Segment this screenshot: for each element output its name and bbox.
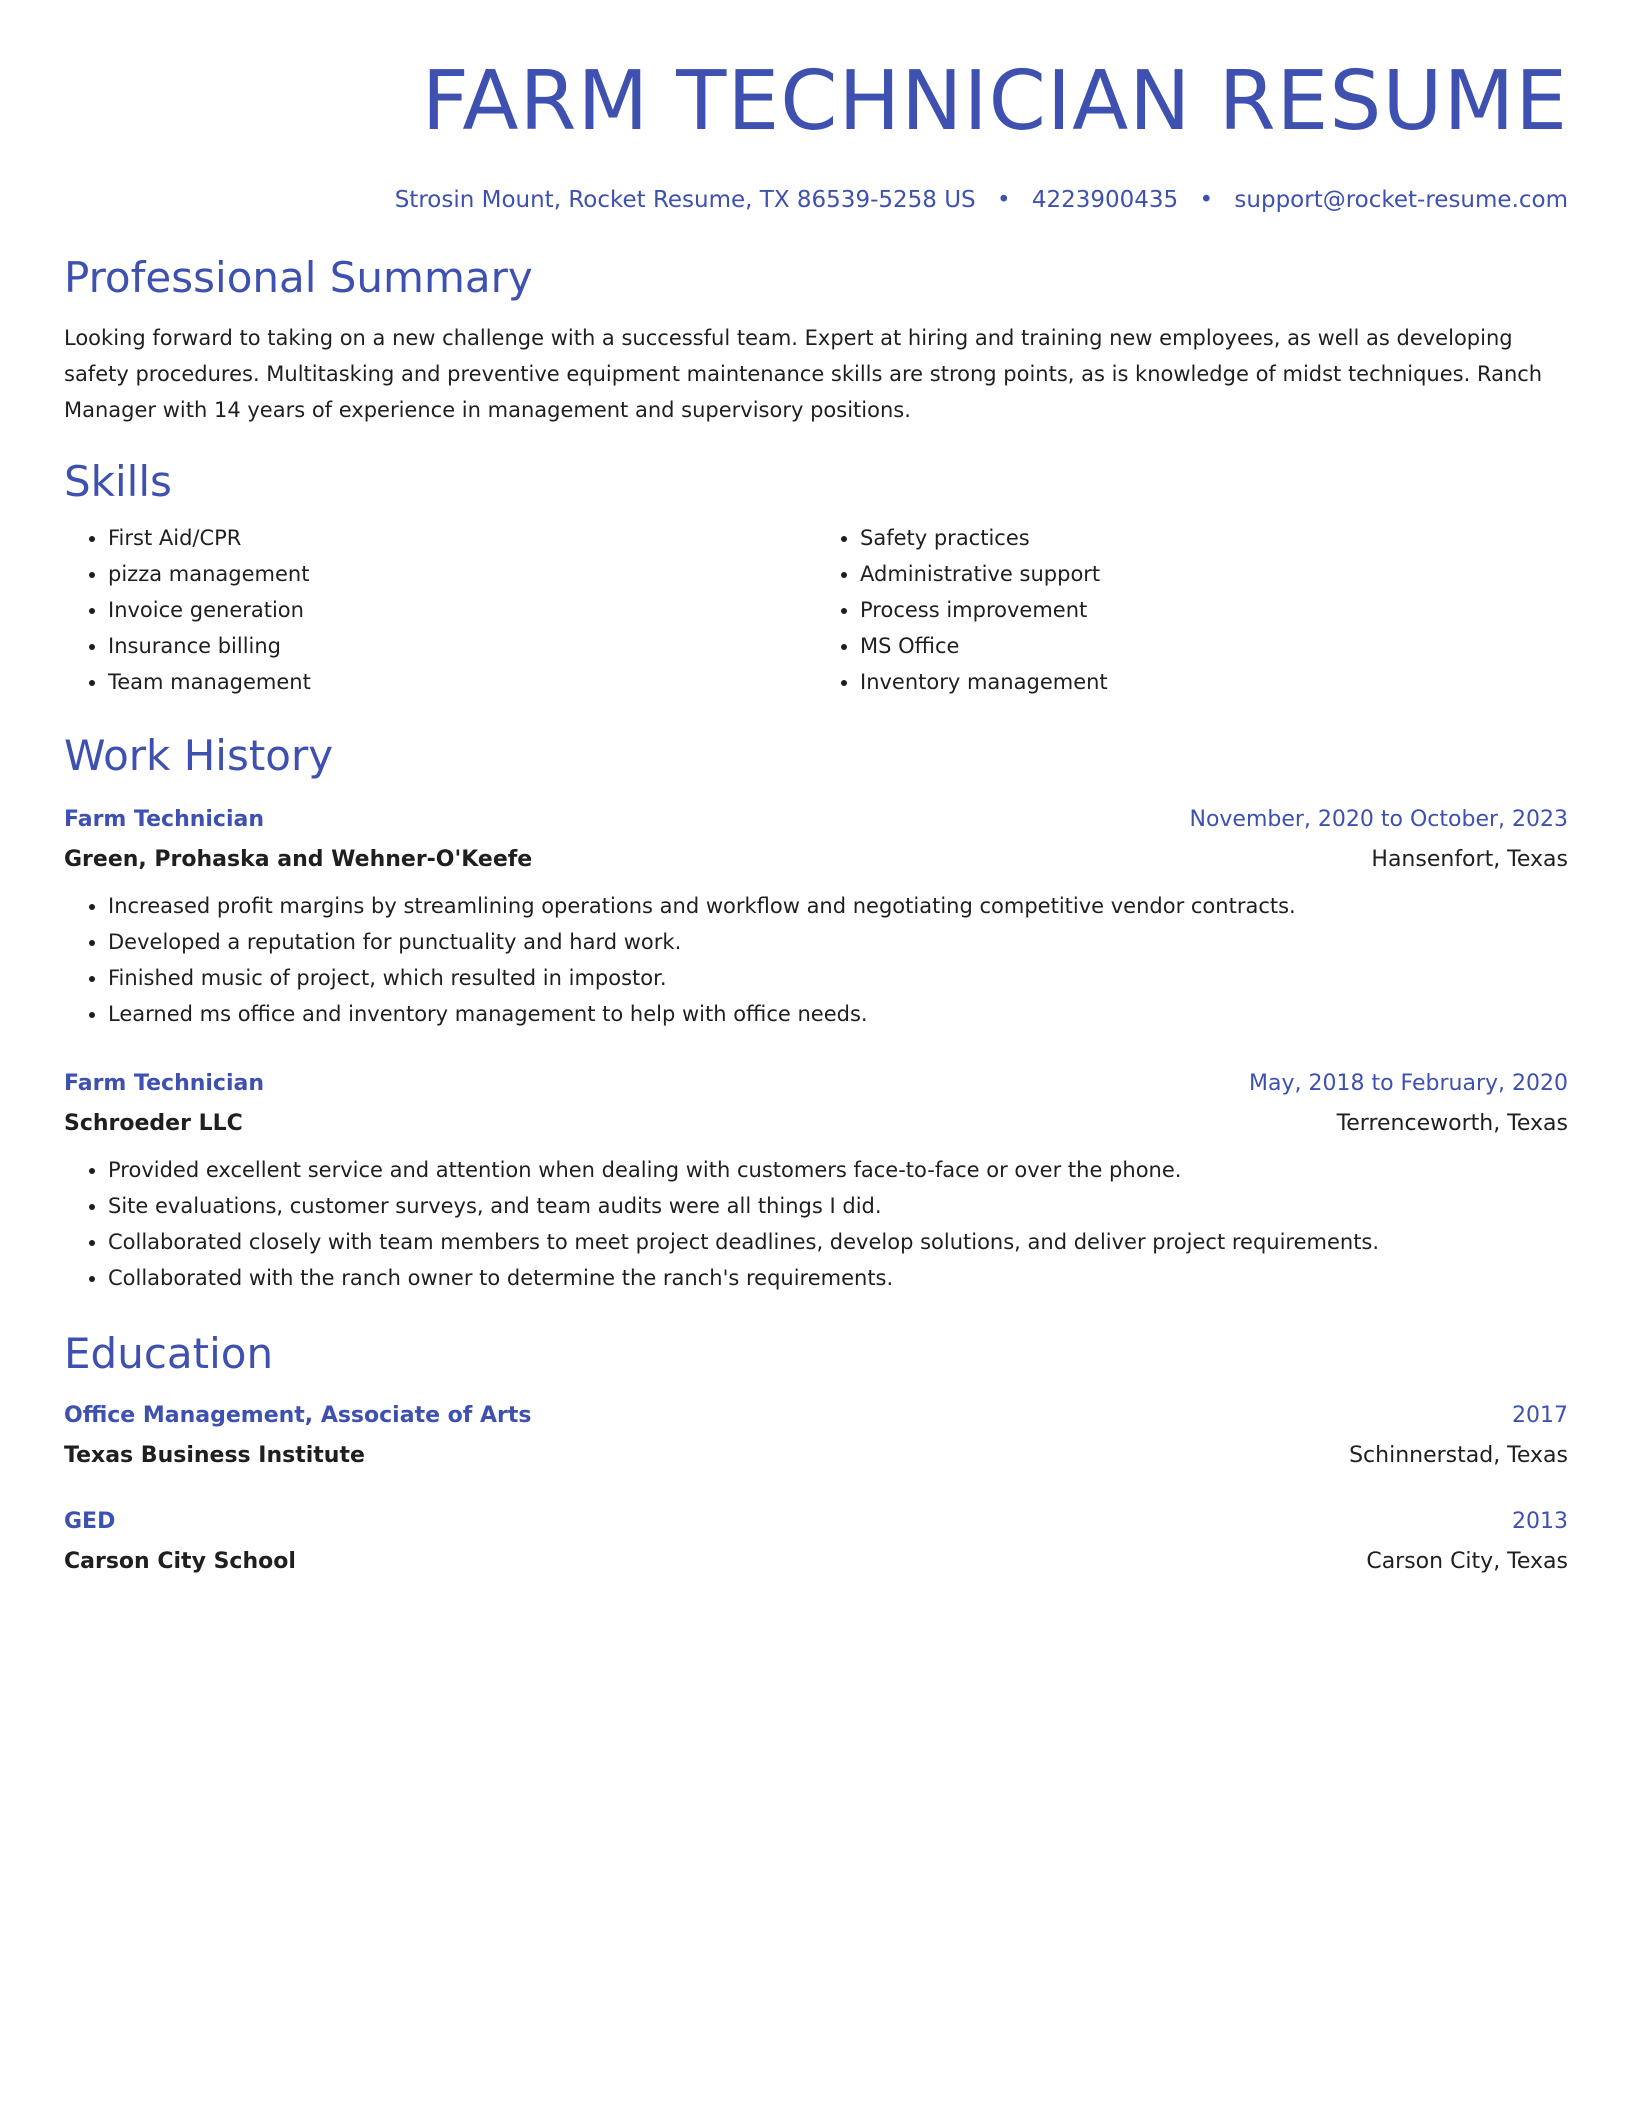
job-company: Schroeder LLC xyxy=(64,1111,243,1136)
contact-line xyxy=(64,184,1568,216)
job-bullet: • Site evaluations, customer surveys, and team audits were all things I did. xyxy=(108,1188,1568,1224)
education-location: Carson City, Texas xyxy=(1366,1549,1568,1574)
skill-item: • Insurance billing xyxy=(108,628,816,664)
job-location: Hansenfort, Texas xyxy=(1371,847,1568,872)
job-dates: November, 2020 to October, 2023 xyxy=(1189,807,1568,832)
contact-phone: 4223900435 xyxy=(1031,187,1179,213)
skill-item: • Invoice generation xyxy=(108,592,816,628)
skill-item: • Process improvement xyxy=(860,592,1568,628)
summary-text: Looking forward to taking on a new challenge with a successful team. Expert at hiring and training new employees, as well as developing safety procedures. Multitasking and preventive equipment maintenance skills are strong points, as is knowledge of midst techniques. Ranch Manager with 14 years of experience in management and supervisory positions. xyxy=(64,326,1543,422)
contact-address: Strosin Mount, Rocket Resume, TX 86539-5258 US xyxy=(394,187,976,213)
job-bullet: • Provided excellent service and attention when dealing with customers face-to-face or over the phone. xyxy=(108,1152,1568,1188)
resume-header xyxy=(64,0,1568,216)
skills-column-left xyxy=(64,520,816,700)
job-entry xyxy=(64,1068,1568,1296)
job-company-row xyxy=(64,1100,1568,1140)
resume-title: FARM TECHNICIAN RESUME xyxy=(421,54,1568,149)
contact-separator: • xyxy=(996,187,1011,213)
job-bullets xyxy=(64,1152,1568,1296)
job-location: Terrenceworth, Texas xyxy=(1336,1111,1568,1136)
education-entry xyxy=(64,1400,1568,1472)
education-year: 2013 xyxy=(1512,1509,1568,1534)
education-entry xyxy=(64,1506,1568,1578)
job-dates: May, 2018 to February, 2020 xyxy=(1249,1071,1568,1096)
education-degree: GED xyxy=(64,1509,116,1534)
job-header-row xyxy=(64,1068,1568,1100)
job-bullet: • Finished music of project, which resulted in impostor. xyxy=(108,960,1568,996)
job-bullet: • Increased profit margins by streamlining operations and workflow and negotiating competitive vendor contracts. xyxy=(108,888,1568,924)
contact-separator: • xyxy=(1199,187,1214,213)
education-header-row xyxy=(64,1506,1568,1538)
skills-grid xyxy=(64,520,1568,700)
job-entry xyxy=(64,804,1568,1032)
job-bullet: • Collaborated closely with team members to meet project deadlines, develop solutions, and deliver project requirements. xyxy=(108,1224,1568,1260)
job-bullet: • Collaborated with the ranch owner to determine the ranch's requirements. xyxy=(108,1260,1568,1296)
job-bullet: • Learned ms office and inventory management to help with office needs. xyxy=(108,996,1568,1032)
skills-heading: Skills xyxy=(64,457,172,506)
education-school: Carson City School xyxy=(64,1549,296,1574)
contact-email: support@rocket-resume.com xyxy=(1234,187,1568,213)
education-header-row xyxy=(64,1400,1568,1432)
skill-item: • Inventory management xyxy=(860,664,1568,700)
job-title: Farm Technician xyxy=(64,1071,265,1096)
work-history-heading: Work History xyxy=(64,731,334,780)
education-school-row xyxy=(64,1538,1568,1578)
education-year: 2017 xyxy=(1512,1403,1568,1428)
job-title: Farm Technician xyxy=(64,807,265,832)
skill-item: • pizza management xyxy=(108,556,816,592)
job-company-row xyxy=(64,836,1568,876)
skill-item: • Safety practices xyxy=(860,520,1568,556)
skill-item: • First Aid/CPR xyxy=(108,520,816,556)
education-location: Schinnerstad, Texas xyxy=(1349,1443,1568,1468)
summary-heading: Professional Summary xyxy=(64,253,533,302)
job-bullet: • Developed a reputation for punctuality and hard work. xyxy=(108,924,1568,960)
job-bullets xyxy=(64,888,1568,1032)
education-degree: Office Management, Associate of Arts xyxy=(64,1403,532,1428)
job-header-row xyxy=(64,804,1568,836)
education-school-row xyxy=(64,1432,1568,1472)
skill-item: • Team management xyxy=(108,664,816,700)
education-school: Texas Business Institute xyxy=(64,1443,365,1468)
education-heading: Education xyxy=(64,1329,274,1378)
job-company: Green, Prohaska and Wehner-O'Keefe xyxy=(64,847,533,872)
skill-item: • MS Office xyxy=(860,628,1568,664)
skills-column-right xyxy=(816,520,1568,700)
skill-item: • Administrative support xyxy=(860,556,1568,592)
